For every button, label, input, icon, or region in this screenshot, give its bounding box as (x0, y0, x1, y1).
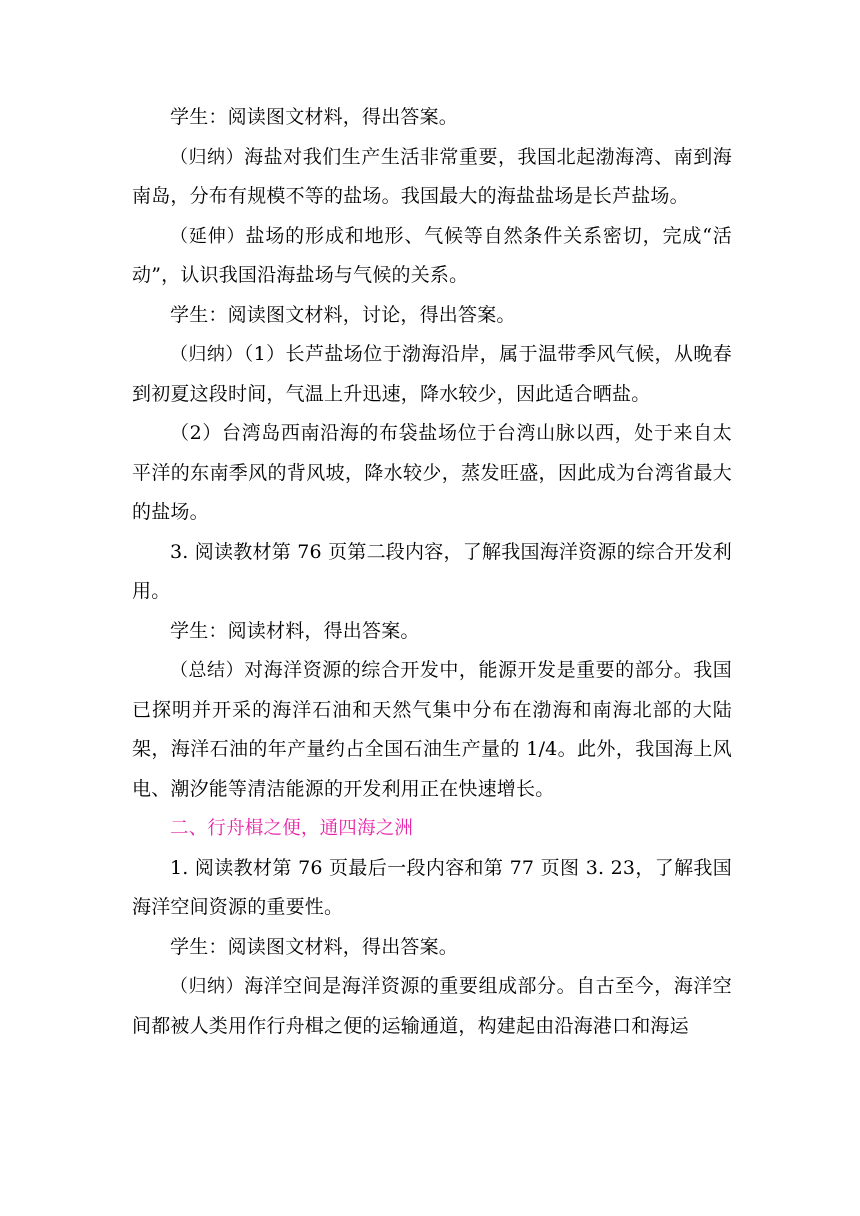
paragraph-text: 学生：阅读图文材料，得出答案。 (170, 935, 459, 958)
paragraph-text: （2）台湾岛西南沿海的布袋盐场位于台湾山脉以西，处于来自太平洋的东南季风的背风坡，降水较少，蒸发旺盛，因此成为台湾省最大的盐场。 (132, 422, 732, 523)
paragraph-task-1 (132, 849, 732, 928)
paragraph-extension (132, 217, 732, 296)
paragraph-text: 学生：阅读材料，得出答案。 (170, 619, 420, 642)
paragraph-text: 海洋空间是海洋资源的重要组成部分。自古至今，海洋空间都被人类用作行舟楫之便的运输通道，构建起由沿海港口和海运 (132, 975, 732, 1037)
document-body (132, 98, 732, 1046)
label-conclusion: （总结） (170, 660, 245, 681)
label-extension: （延伸） (170, 225, 246, 247)
paragraph-task-3 (132, 533, 732, 612)
paragraph-student-4 (132, 928, 732, 968)
label-summary: （归纳） (170, 976, 245, 997)
paragraph-text: 3. 阅读教材第 76 页第二段内容，了解我国海洋资源的综合开发利用。 (132, 540, 732, 602)
paragraph-text: 1. 阅读教材第 76 页最后一段内容和第 77 页图 3. 23，了解我国海洋空间资源的重要性。 (132, 856, 732, 918)
paragraph-conclusion (132, 651, 732, 809)
paragraph-summary-2 (132, 335, 732, 414)
paragraph-student-3 (132, 612, 732, 652)
paragraph-text: 学生：阅读图文材料，讨论，得出答案。 (170, 303, 516, 326)
paragraph-point-2 (132, 414, 732, 533)
paragraph-text: （1）长芦盐场位于渤海沿岸，属于温带季风气候，从晚春到初夏这段时间，气温上升迅速，降水较少，因此适合晒盐。 (132, 343, 732, 405)
paragraph-text: 海盐对我们生产生活非常重要，我国北起渤海湾、南到海南岛，分布有规模不等的盐场。我国最大的海盐盐场是长芦盐场。 (132, 145, 732, 207)
paragraph-student-1 (132, 98, 732, 138)
paragraph-text: 盐场的形成和地形、气候等自然条件关系密切，完成“活动”，认识我国沿海盐场与气候的关系。 (132, 224, 732, 286)
paragraph-student-2 (132, 296, 732, 336)
paragraph-summary-1 (132, 138, 732, 217)
paragraph-summary-3 (132, 967, 732, 1046)
label-summary: （归纳） (170, 344, 244, 365)
section-heading-text: 二、行舟楫之便，通四海之洲 (170, 818, 414, 839)
paragraph-text: 对海洋资源的综合开发中，能源开发是重要的部分。我国已探明并开采的海洋石油和天然气集中分布在渤海和南海北部的大陆架，海洋石油的年产量约占全国石油生产量的 1/4。此外，我国海上风电、潮汐能等清洁能源的开发利用正在快速增长。 (132, 659, 732, 800)
label-summary: （归纳） (170, 146, 245, 168)
paragraph-text: 学生：阅读图文材料，得出答案。 (170, 106, 459, 128)
section-heading (132, 809, 732, 849)
